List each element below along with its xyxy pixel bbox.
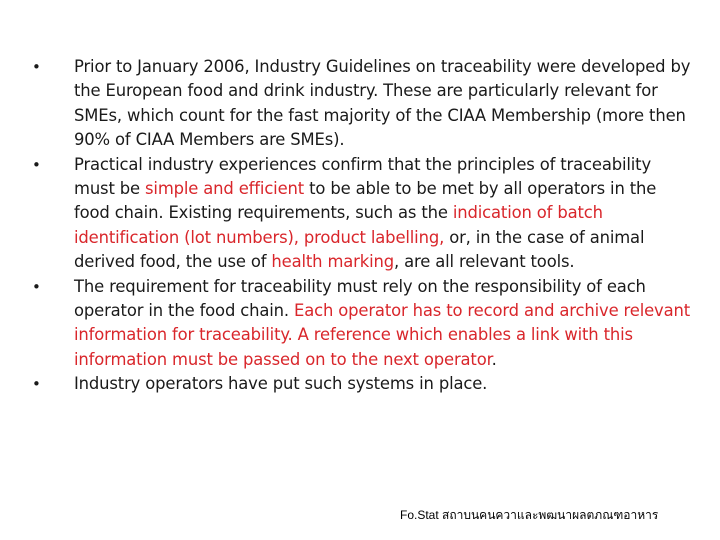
body-text: , are all relevant tools. [394,252,575,272]
bullet-list [30,55,692,397]
highlighted-text: indication of batch identification (lot numbers), product labelling, [74,203,603,247]
body-text: Prior to January 2006, Industry Guidelines on traceability were developed by the European food and drink industry. These are particularly relevant for SMEs, which count for the fast majority of the CIAA Membership (more then 90% of CIAA Members are SMEs). [74,57,691,150]
bullet-item [30,153,692,275]
highlighted-text: health marking [271,252,395,272]
bullet-dot-icon: • [32,375,41,394]
bullet-dot-icon: • [32,155,41,174]
bullet-dot-icon: • [32,277,41,296]
bullet-item [30,372,692,396]
body-text: or, in the case of animal derived food, the use of [74,227,645,272]
body-text: to be able to be met by all operators in the food chain. Existing requirements, such as the [74,179,657,223]
body-text: The requirement for traceability must rely on the responsibility of each operator in the food chain. [74,276,646,321]
bullet-item [30,275,692,373]
body-text: Industry operators have put such systems in place. [74,374,488,394]
highlighted-text: Each operator has to record and archive relevant information for traceability. A reference which enables a link with this information must be passed on to the next operator [74,301,691,369]
body-text: Practical industry experiences confirm that the principles of traceability must be [74,154,652,199]
highlighted-text: simple and efficient [145,179,305,199]
bullet-item [30,55,692,153]
footer-text: Fo.Stat สถาบนคนควาและพฒนาผลตภณฑอาหาร [400,508,659,522]
bullet-dot-icon: • [32,58,41,76]
body-text: . [491,349,497,369]
